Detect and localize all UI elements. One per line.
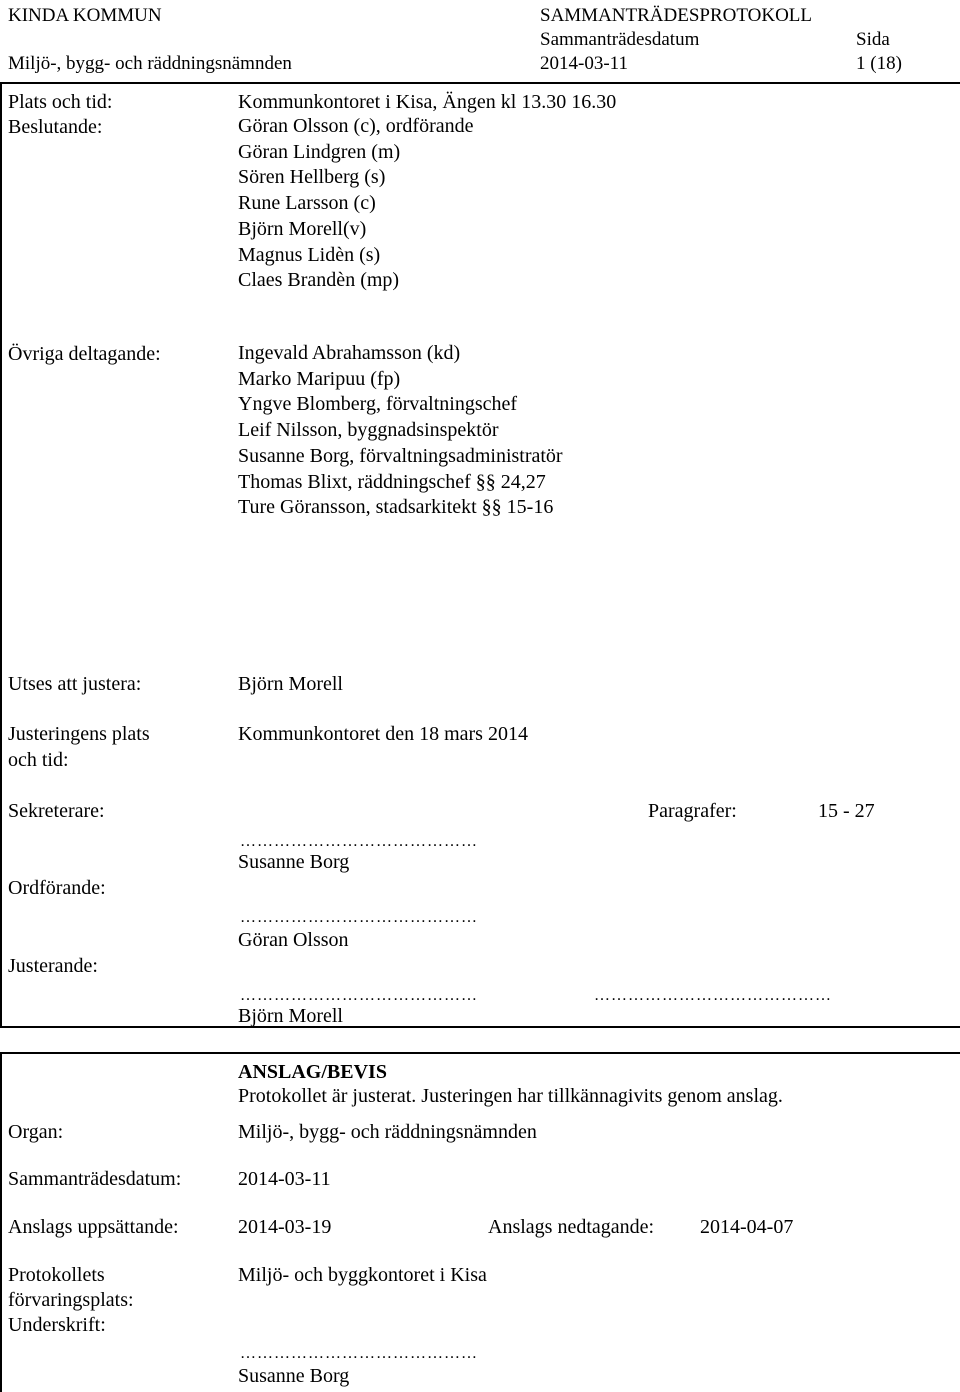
frame-bottom-border bbox=[0, 1026, 960, 1028]
posting-date-label: Anslags uppsättande: bbox=[8, 1216, 179, 1238]
notice-top-border bbox=[0, 1052, 960, 1054]
municipality-name: KINDA KOMMUN bbox=[8, 5, 162, 26]
adjustment-place-label-2: och tid: bbox=[8, 749, 69, 771]
removal-date-label: Anslags nedtagande: bbox=[488, 1216, 655, 1238]
adjuster-appointed-value: Björn Morell bbox=[238, 673, 343, 695]
chair-label: Ordförande: bbox=[8, 877, 106, 899]
header-divider bbox=[0, 82, 960, 84]
list-item: Sören Hellberg (s) bbox=[238, 166, 386, 189]
organ-label: Organ: bbox=[8, 1121, 64, 1143]
chair-signature-line: …………………………………… bbox=[240, 910, 478, 926]
adjuster-appointed-label: Utses att justera: bbox=[8, 673, 142, 695]
organ-value: Miljö-, bygg- och räddningsnämnden bbox=[238, 1121, 537, 1143]
frame-left-border bbox=[0, 82, 2, 1028]
list-item: Thomas Blixt, räddningschef §§ 24,27 bbox=[238, 470, 546, 493]
list-item: Björn Morell(v) bbox=[238, 217, 367, 240]
page-label: Sida bbox=[856, 29, 890, 50]
list-item: Rune Larsson (c) bbox=[238, 192, 376, 215]
meeting-date: 2014-03-11 bbox=[540, 53, 628, 74]
secretary-name: Susanne Borg bbox=[238, 851, 350, 873]
secretary-signature-line: …………………………………… bbox=[240, 834, 478, 850]
list-item: Göran Olsson (c), ordförande bbox=[238, 115, 474, 137]
deciders-label: Beslutande: bbox=[8, 116, 103, 138]
notice-signer-name: Susanne Borg bbox=[238, 1365, 350, 1387]
notice-text: Protokollet är justerat. Justeringen har tillkännagivits genom anslag. bbox=[238, 1085, 783, 1107]
notice-title: ANSLAG/BEVIS bbox=[238, 1061, 387, 1083]
removal-date-value: 2014-04-07 bbox=[700, 1216, 794, 1238]
list-item: Marko Maripuu (fp) bbox=[238, 367, 401, 390]
notice-meeting-date-label: Sammanträdesdatum: bbox=[8, 1168, 182, 1190]
notice-left-border bbox=[0, 1052, 2, 1392]
adjuster-name: Björn Morell bbox=[238, 1005, 343, 1027]
place-time-value: Kommunkontoret i Kisa, Ängen kl 13.30 16.30 bbox=[238, 91, 617, 113]
list-item: Ingevald Abrahamsson (kd) bbox=[238, 342, 461, 364]
list-item: Susanne Borg, förvaltningsadministratör bbox=[238, 444, 563, 467]
deciders-list bbox=[238, 114, 473, 294]
other-participants-list bbox=[238, 341, 563, 521]
notice-signature-line: …………………………………… bbox=[240, 1346, 478, 1362]
page-number: 1 (18) bbox=[856, 53, 902, 74]
posting-date-value: 2014-03-19 bbox=[238, 1216, 332, 1238]
paragraphs-value: 15 - 27 bbox=[818, 800, 875, 822]
other-participants-label: Övriga deltagande: bbox=[8, 343, 161, 365]
storage-label: Protokollets bbox=[8, 1264, 105, 1286]
list-item: Magnus Lidèn (s) bbox=[238, 243, 381, 266]
adjuster-label: Justerande: bbox=[8, 955, 98, 977]
adjuster-signature-line: …………………………………… bbox=[240, 988, 478, 1004]
list-item: Claes Brandèn (mp) bbox=[238, 269, 400, 292]
adjustment-place-value: Kommunkontoret den 18 mars 2014 bbox=[238, 723, 528, 745]
place-time-label: Plats och tid: bbox=[8, 91, 113, 113]
meeting-date-label: Sammanträdesdatum bbox=[540, 29, 700, 50]
paragraphs-label: Paragrafer: bbox=[648, 800, 737, 822]
second-signature-line: …………………………………… bbox=[594, 988, 832, 1004]
list-item: Ture Göransson, stadsarkitekt §§ 15-16 bbox=[238, 496, 554, 519]
storage-value: Miljö- och byggkontoret i Kisa bbox=[238, 1264, 487, 1286]
document-type: SAMMANTRÄDESPROTOKOLL bbox=[540, 5, 813, 26]
list-item: Yngve Blomberg, förvaltningschef bbox=[238, 393, 518, 416]
signature-label: Underskrift: bbox=[8, 1314, 106, 1336]
list-item: Göran Lindgren (m) bbox=[238, 140, 401, 163]
adjustment-place-label: Justeringens plats bbox=[8, 723, 150, 745]
chair-name: Göran Olsson bbox=[238, 929, 349, 951]
board-name: Miljö-, bygg- och räddningsnämnden bbox=[8, 53, 292, 74]
list-item: Leif Nilsson, byggnadsinspektör bbox=[238, 419, 499, 442]
secretary-label: Sekreterare: bbox=[8, 800, 105, 822]
storage-label-2: förvaringsplats: bbox=[8, 1289, 134, 1311]
notice-meeting-date-value: 2014-03-11 bbox=[238, 1168, 331, 1190]
